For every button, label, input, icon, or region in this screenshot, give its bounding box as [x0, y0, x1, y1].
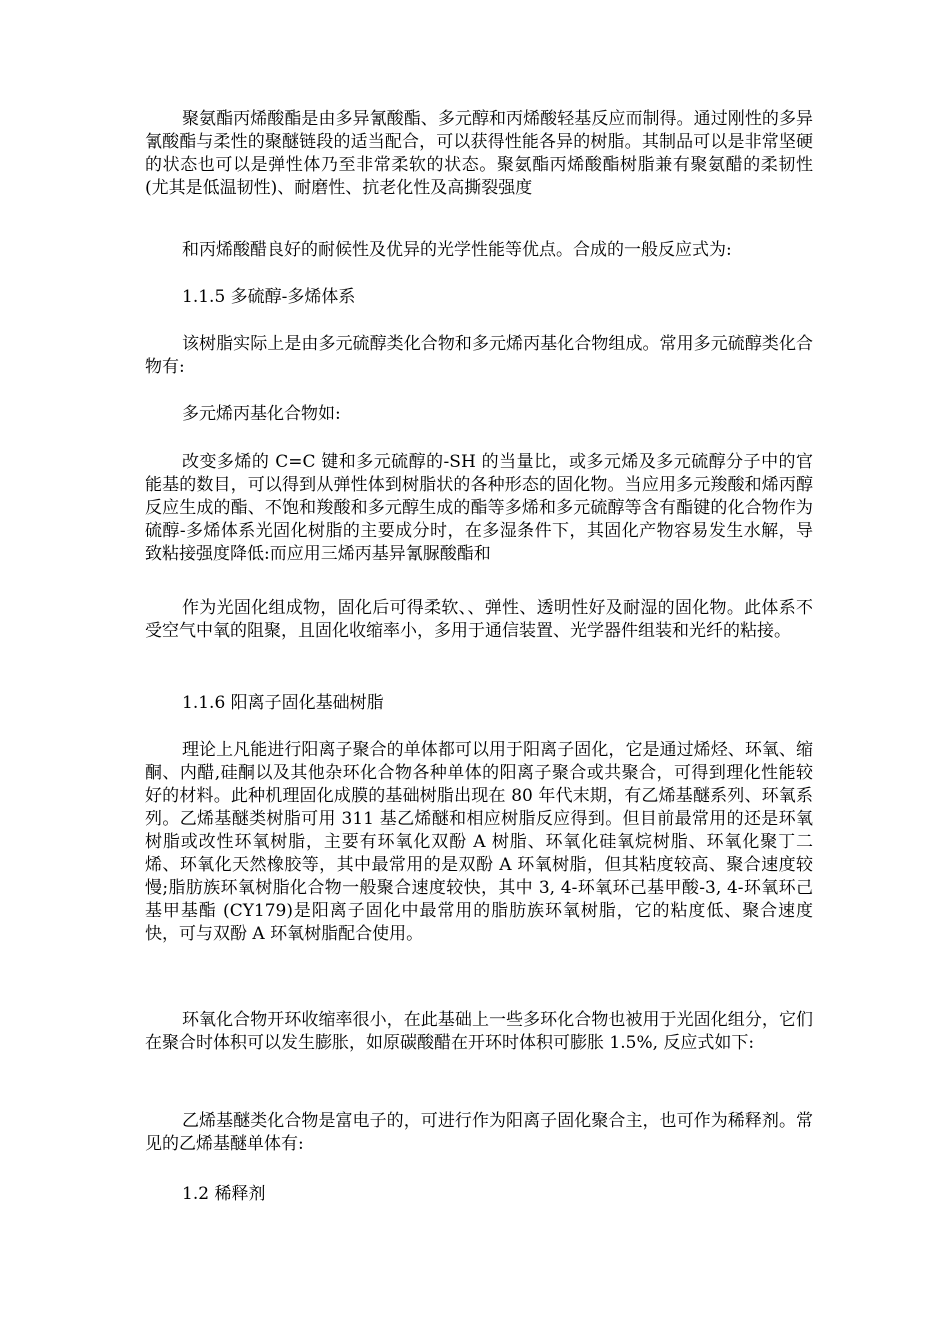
paragraph-acrylate-properties: 和丙烯酸醋良好的耐候性及优异的光学性能等优点。合成的一般反应式为: [182, 240, 732, 260]
section-heading-1-2: 1.2 稀释剂 [182, 1184, 266, 1204]
section-heading-1-1-6: 1.1.6 阳离子固化基础树脂 [182, 693, 384, 713]
paragraph-vinyl-ether: 乙烯基醚类化合物是富电子的，可进行作为阳离子固化聚合主，也可作为稀释剂。常见的乙烯基醚单体有: [145, 1111, 813, 1154]
paragraph-epoxy-ring-opening: 环氧化合物开环收缩率很小，在此基础上一些多环化合物也被用于光固化组分，它们在聚合时体积可以发生膨胀，如原碳酸醋在开环时体积可膨胀 1.5%, 反应式如下: [145, 1010, 813, 1053]
paragraph-cationic-curing: 理论上凡能进行阳离子聚合的单体都可以用于阳离子固化，它是通过烯烃、环氧、缩酮、内醋,硅酮以及其他杂环化合物各种单体的阳离子聚合或共聚合，可得到理化性能较好的材料。此种机理固化成膜的基础树脂出现在 80 年代末期，有乙烯基醚系列、环氧系列。乙烯基醚类树脂可用 311 基乙烯醚和相应树脂反应得到。但目前最常用的还是环氧树脂或改性环氧树脂，主要有环氧化双酚 A 树脂、环氧化硅氧烷树脂、环氧化聚丁二烯、环氧化天然橡胶等，其中最常用的是双酚 A 环氧树脂，但其粘度较高、聚合速度较慢;脂肪族环氧树脂化合物一般聚合速度较快，其中 3, 4-环氧环己基甲酸-3, 4-环氧环己基甲基酯 (CY179)是阳离子固化中最常用的脂肪族环氧树脂，它的粘度低、聚合速度快，可与双酚 A 环氧树脂配合使用。 [145, 740, 813, 944]
paragraph-polyurethane-acrylate: 聚氨酯丙烯酸酯是由多异氰酸酯、多元醇和丙烯酸轻基反应而制得。通过刚性的多异氰酸酯与柔性的聚醚链段的适当配合，可以获得性能各异的树脂。其制品可以是非常坚硬的状态也可以是弹性体乃至非常柔软的状态。聚氨酯丙烯酸酯树脂兼有聚氨醋的柔韧性 (尤其是低温韧性)、耐磨性、抗老化性及高撕裂强度 [145, 109, 813, 198]
section-heading-1-1-5: 1.1.5 多硫醇-多烯体系 [182, 287, 356, 307]
paragraph-thiol-ene-ratio: 改变多烯的 C=C 键和多元硫醇的-SH 的当量比，或多元烯及多元硫醇分子中的官能基的数目，可以得到从弹性体到树脂状的各种形态的固化物。当应用多元羧酸和烯丙醇反应生成的酯、不饱和羧酸和多元醇生成的酯等多烯和多元硫醇等含有酯键的化合物作为硫醇-多烯体系光固化树脂的主要成分时，在多湿条件下，其固化产物容易发生水解，导致粘接强度降低:而应用三烯丙基异氰脲酸酯和 [145, 452, 813, 564]
paragraph-allyl-compounds: 多元烯丙基化合物如: [182, 404, 341, 424]
paragraph-photocuring-composition: 作为光固化组成物，固化后可得柔软、、弹性、透明性好及耐湿的固化物。此体系不受空气中氧的阻聚，且固化收缩率小，多用于通信装置、光学器件组装和光纤的粘接。 [145, 598, 813, 641]
paragraph-thiol-ene-resin: 该树脂实际上是由多元硫醇类化合物和多元烯丙基化合物组成。常用多元硫醇类化合物有: [145, 334, 813, 377]
